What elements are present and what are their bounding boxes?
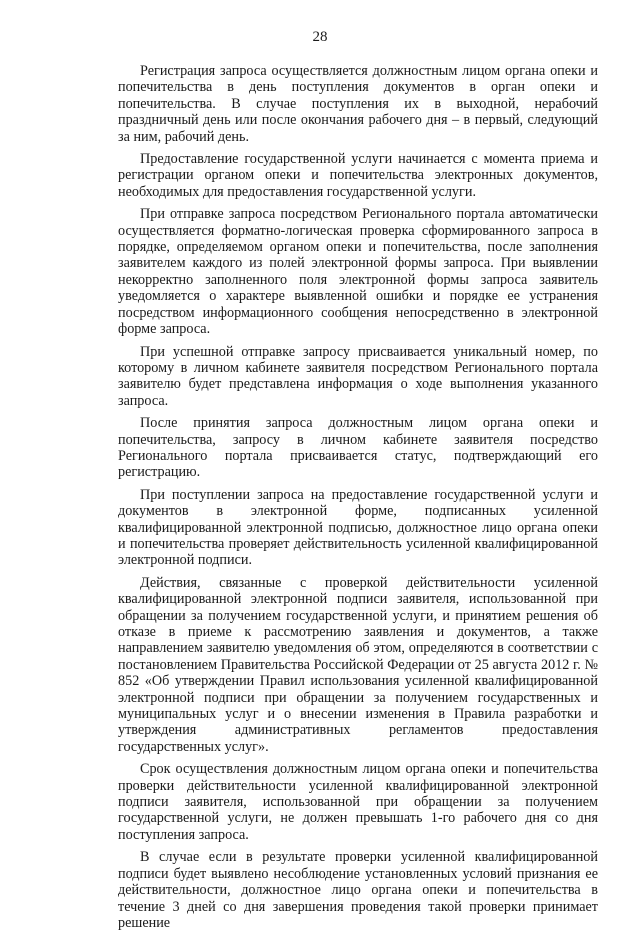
paragraph-signature-check: При поступлении запроса на предоставление государственной услуги и документов в электронной форме, подписанных усиленной квалифицированной электронной подписью, должностное лицо органа опеки и попечительства проверяет действительность усиленной квалифицированной электронной подписи.: [118, 486, 598, 569]
page-number: 28: [312, 29, 328, 45]
paragraph-status-assigned: После принятия запроса должностным лицом органа опеки и попечительства, запросу в личном кабинете заявителя посредство Регионального портала присваивается статус, подтверждающий его регистрацию.: [118, 415, 598, 481]
paragraph-invalid-signature: В случае если в результате проверки усиленной квалифицированной подписи будет выявлено несоблюдение установленных условий признания ее действительности, должностное лицо органа опеки и попечительства в течение 3 дней со дня завершения проведения такой проверки принимает решение: [118, 849, 598, 931]
paragraph-format-check: При отправке запроса посредством Регионального портала автоматически осуществляется форматно-логическая проверка сформированного запроса в порядке, определяемом органом опеки и попечительства, после заполнения заявителем каждого из полей электронной формы запроса. При выявлении некорректно заполненного поля электронной формы запроса заявитель уведомляется о характере выявленной ошибки и порядке ее устранения посредством информационного сообщения непосредственно в электронной форме запроса.: [118, 206, 598, 338]
paragraph-registration: Регистрация запроса осуществляется должностным лицом органа опеки и попечительства в день поступления документов в орган опеки и попечительства. В случае поступления их в выходной, нерабочий праздничный день или после окончания рабочего дня – в первый, следующий за ним, рабочий день.: [118, 63, 598, 145]
paragraph-check-deadline: Срок осуществления должностным лицом органа опеки и попечительства проверки действительности усиленной квалифицированной электронной подписи заявителя, использованной при обращении за получением государственной услуги, не должен превышать 1-го рабочего дня со дня поступления запроса.: [118, 761, 598, 843]
paragraph-service-start: Предоставление государственной услуги начинается с момента приема и регистрации органом опеки и попечительства электронных документов, необходимых для предоставления государственной услуги.: [118, 151, 598, 200]
paragraph-regulation-reference: Действия, связанные с проверкой действительности усиленной квалифицированной электронной подписи заявителя, использованной при обращении за получением государственной услуги, и принятием решения об отказе в приеме к рассмотрению заявления и документов, а также направлением заявителю уведомления об этом, определяются в соответствии с постановлением Правительства Российской Федерации от 25 августа 2012 г. № 852 «Об утверждении Правил использования усиленной квалифицированной электронной подписи при обращении за получением государственных и муниципальных услуг и о внесении изменения в Правила разработки и утверждения административных регламентов предоставления государственных услуг».: [118, 574, 598, 755]
paragraph-unique-number: При успешной отправке запросу присваивается уникальный номер, по которому в личном кабинете заявителя посредством Регионального портала заявителю будет представлена информация о ходе выполнения указанного запроса.: [118, 343, 598, 409]
document-body: [118, 63, 598, 937]
